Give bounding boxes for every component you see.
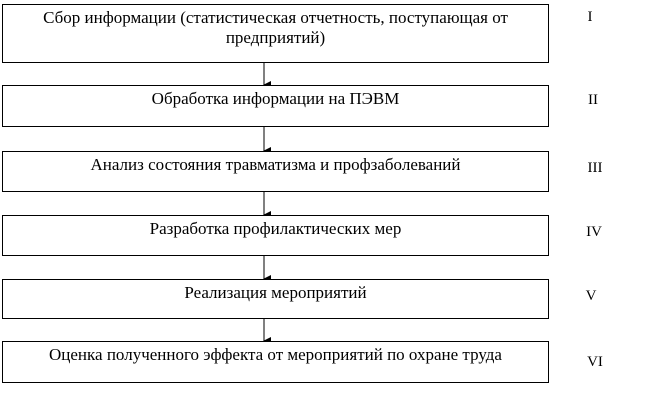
step-box-4 [2, 215, 549, 256]
step-numeral-6: VI [587, 354, 603, 370]
step-box-6 [2, 341, 549, 383]
step-numeral-1: I [587, 9, 593, 25]
step-numeral-3: III [587, 160, 603, 176]
step-label-6: Оценка полученного эффекта от мероприятий по охране труда [49, 345, 502, 364]
step-label-2: Обработка информации на ПЭВМ [151, 89, 400, 108]
step-box-5 [2, 279, 549, 319]
step-numeral-4: IV [586, 224, 602, 240]
step-label-3: Анализ состояния травматизма и профзаболеваний [90, 155, 461, 174]
step-label-4: Разработка профилактических мер [149, 219, 402, 238]
step-numeral-5: V [585, 288, 597, 304]
step-label-1: Сбор информации (статистическая отчетность, поступающая от предприятий) [43, 8, 508, 47]
step-box-2 [2, 85, 549, 127]
step-label-5: Реализация мероприятий [184, 283, 367, 302]
step-box-3 [2, 151, 549, 192]
step-numeral-2: II [588, 92, 598, 108]
step-box-1 [2, 4, 549, 63]
